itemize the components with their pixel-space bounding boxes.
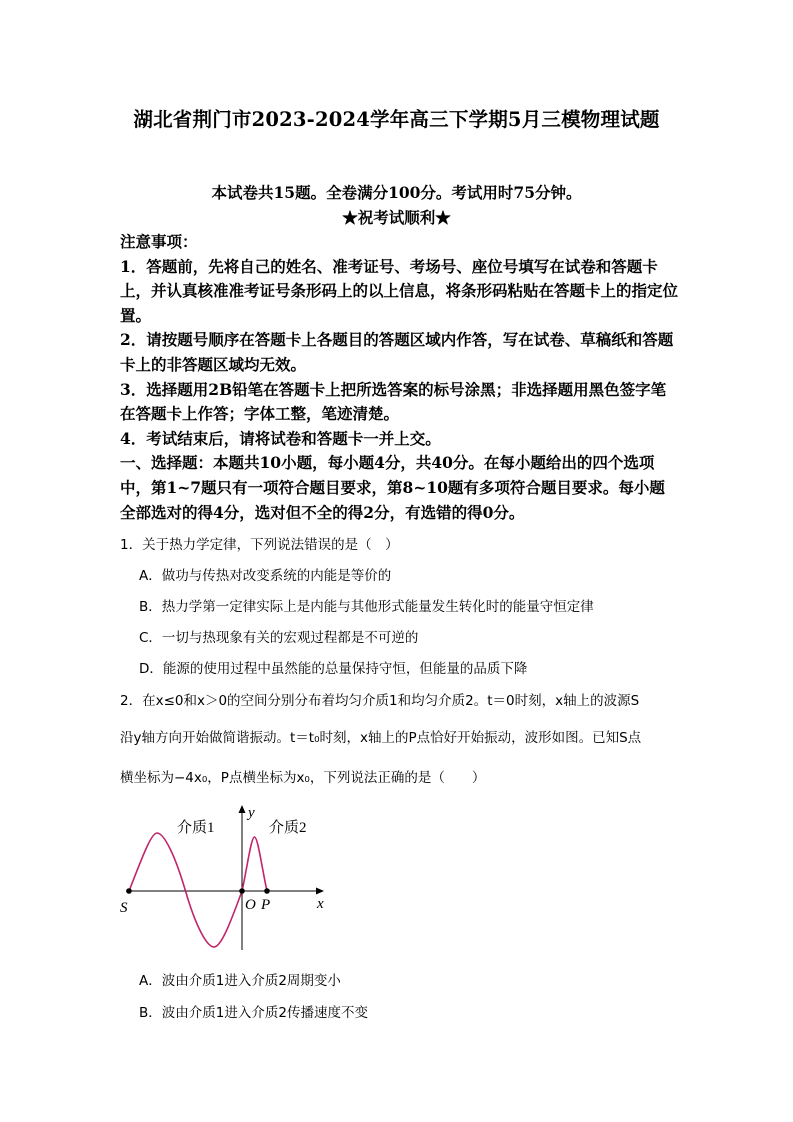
point-o-dot [239,888,245,894]
point-s-dot [126,888,132,894]
y-axis-arrow [239,805,246,813]
question-1-option-b: B．热力学第一定律实际上是内能与其他形式能量发生转化时的能量守恒定律 [139,599,594,615]
question-1-option-d: D．能源的使用过程中虽然能的总量保持守恒，但能量的品质下降 [139,661,528,677]
question-1-option-a: A．做功与传热对改变系统的内能是等价的 [139,568,392,584]
question-1-stem: 1．关于热力学定律，下列说法错误的是（ ） [120,537,399,553]
notice-block [120,230,680,525]
question-2-option-b: B．波由介质1进入介质2传播速度不变 [139,1005,368,1021]
question-2-line-3: 横坐标为−4x₀，P点横坐标为x₀，下列说法正确的是（ ） [120,770,486,786]
point-s-label: S [120,900,128,916]
x-axis-arrow [316,888,324,895]
medium-2-label: 介质2 [269,820,307,836]
notice-item-2: 2．请按题号顺序在答题卡上各题目的答题区域内作答，写在试卷、草稿纸和答题卡上的非答题区域均无效。 [120,330,674,374]
wave-medium-2 [242,837,267,891]
origin-label: O [245,897,256,913]
wave-figure [112,795,342,965]
wave-diagram [112,795,342,965]
exam-title: 湖北省荆门市2023-2024学年高三下学期5月三模物理试题 [133,108,660,131]
notice-item-1: 1．答题前，先将自己的姓名、准考证号、考场号、座位号填写在试卷和答题卡上，并认真核准准考证号条形码上的以上信息，将条形码粘贴在答题卡上的指定位置。 [120,256,679,325]
question-1-option-c: C．一切与热现象有关的宏观过程都是不可逆的 [139,630,419,646]
medium-1-label: 介质1 [177,820,215,836]
exam-wish: ★祝考试顺利★ [342,208,451,227]
question-2-option-a: A．波由介质1进入介质2周期变小 [139,973,341,989]
notice-heading: 注意事项： [120,232,198,251]
exam-info: 本试卷共15题。全卷满分100分。考试用时75分钟。 [211,183,582,202]
point-p-dot [264,888,270,894]
x-axis-label: x [317,896,324,912]
notice-item-3: 3．选择题用2B铅笔在答题卡上把所选答案的标号涂黑；非选择题用黑色签字笔在答题卡上作答；字体工整，笔迹清楚。 [120,379,667,424]
notice-item-4: 4．考试结束后，请将试卷和答题卡一并上交。 [120,428,441,448]
question-2-line-2: 沿y轴方向开始做简谐振动。t＝t₀时刻，x轴上的P点恰好开始振动，波形如图。已知S点 [120,730,642,746]
point-p-label: P [261,897,271,913]
wave-medium-1 [129,833,242,947]
y-axis-label: y [248,805,255,821]
section-1-instructions: 一、选择题：本题共10小题，每小题4分，共40分。在每小题给出的四个选项中，第1~7题只有一项符合题目要求，第8~10题有多项符合题目要求。每小题全部选对的得4分，选对但不全的得2分，有选错的得0分。 [120,453,665,522]
question-2-line-1: 2．在x≤0和x＞0的空间分别分布着均匀介质1和均匀介质2。t＝0时刻，x轴上的波源S [120,693,640,709]
